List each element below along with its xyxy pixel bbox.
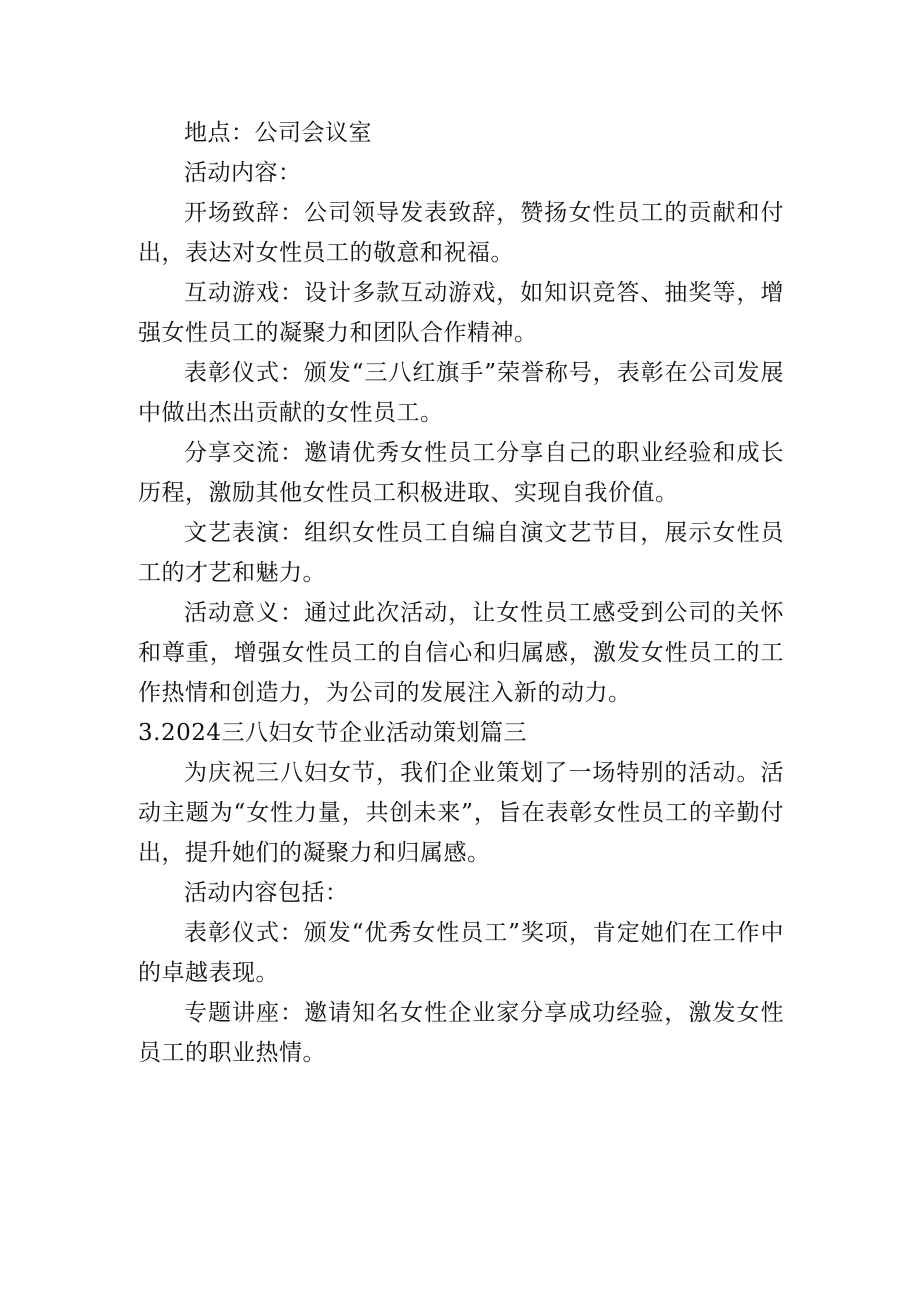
activity-includes-label: 活动内容包括： <box>184 880 349 906</box>
award-paragraph: 表彰仪式：颁发“优秀女性员工”奖项，肯定她们在工作中的卓越表现。 <box>138 920 784 986</box>
art-performance-paragraph: 文艺表演：组织女性员工自编自演文艺节目，展示女性员工的才艺和魅力。 <box>138 520 784 586</box>
document-body <box>138 113 784 1073</box>
opening-speech-paragraph: 开场致辞：公司领导发表致辞，赞扬女性员工的贡献和付出，表达对女性员工的敬意和祝福。 <box>138 200 784 266</box>
lecture-paragraph: 专题讲座：邀请知名女性企业家分享成功经验，激发女性员工的职业热情。 <box>138 1000 784 1066</box>
interactive-games-paragraph: 互动游戏：设计多款互动游戏，如知识竞答、抽奖等，增强女性员工的凝聚力和团队合作精神。 <box>138 280 784 346</box>
section-heading: 3.2024三八妇女节企业活动策划篇三 <box>138 720 527 746</box>
activity-significance-paragraph: 活动意义：通过此次活动，让女性员工感受到公司的关怀和尊重，增强女性员工的自信心和归属感，激发女性员工的工作热情和创造力，为公司的发展注入新的动力。 <box>138 600 784 706</box>
location-paragraph: 地点：公司会议室 <box>184 120 372 146</box>
activity-content-label: 活动内容： <box>184 160 302 186</box>
award-ceremony-paragraph: 表彰仪式：颁发“三八红旗手”荣誉称号，表彰在公司发展中做出杰出贡献的女性员工。 <box>138 360 784 426</box>
intro-paragraph: 为庆祝三八妇女节，我们企业策划了一场特别的活动。活动主题为“女性力量，共创未来”，旨在表彰女性员工的辛勤付出，提升她们的凝聚力和归属感。 <box>138 760 784 866</box>
sharing-exchange-paragraph: 分享交流：邀请优秀女性员工分享自己的职业经验和成长历程，激励其他女性员工积极进取、实现自我价值。 <box>138 440 784 506</box>
